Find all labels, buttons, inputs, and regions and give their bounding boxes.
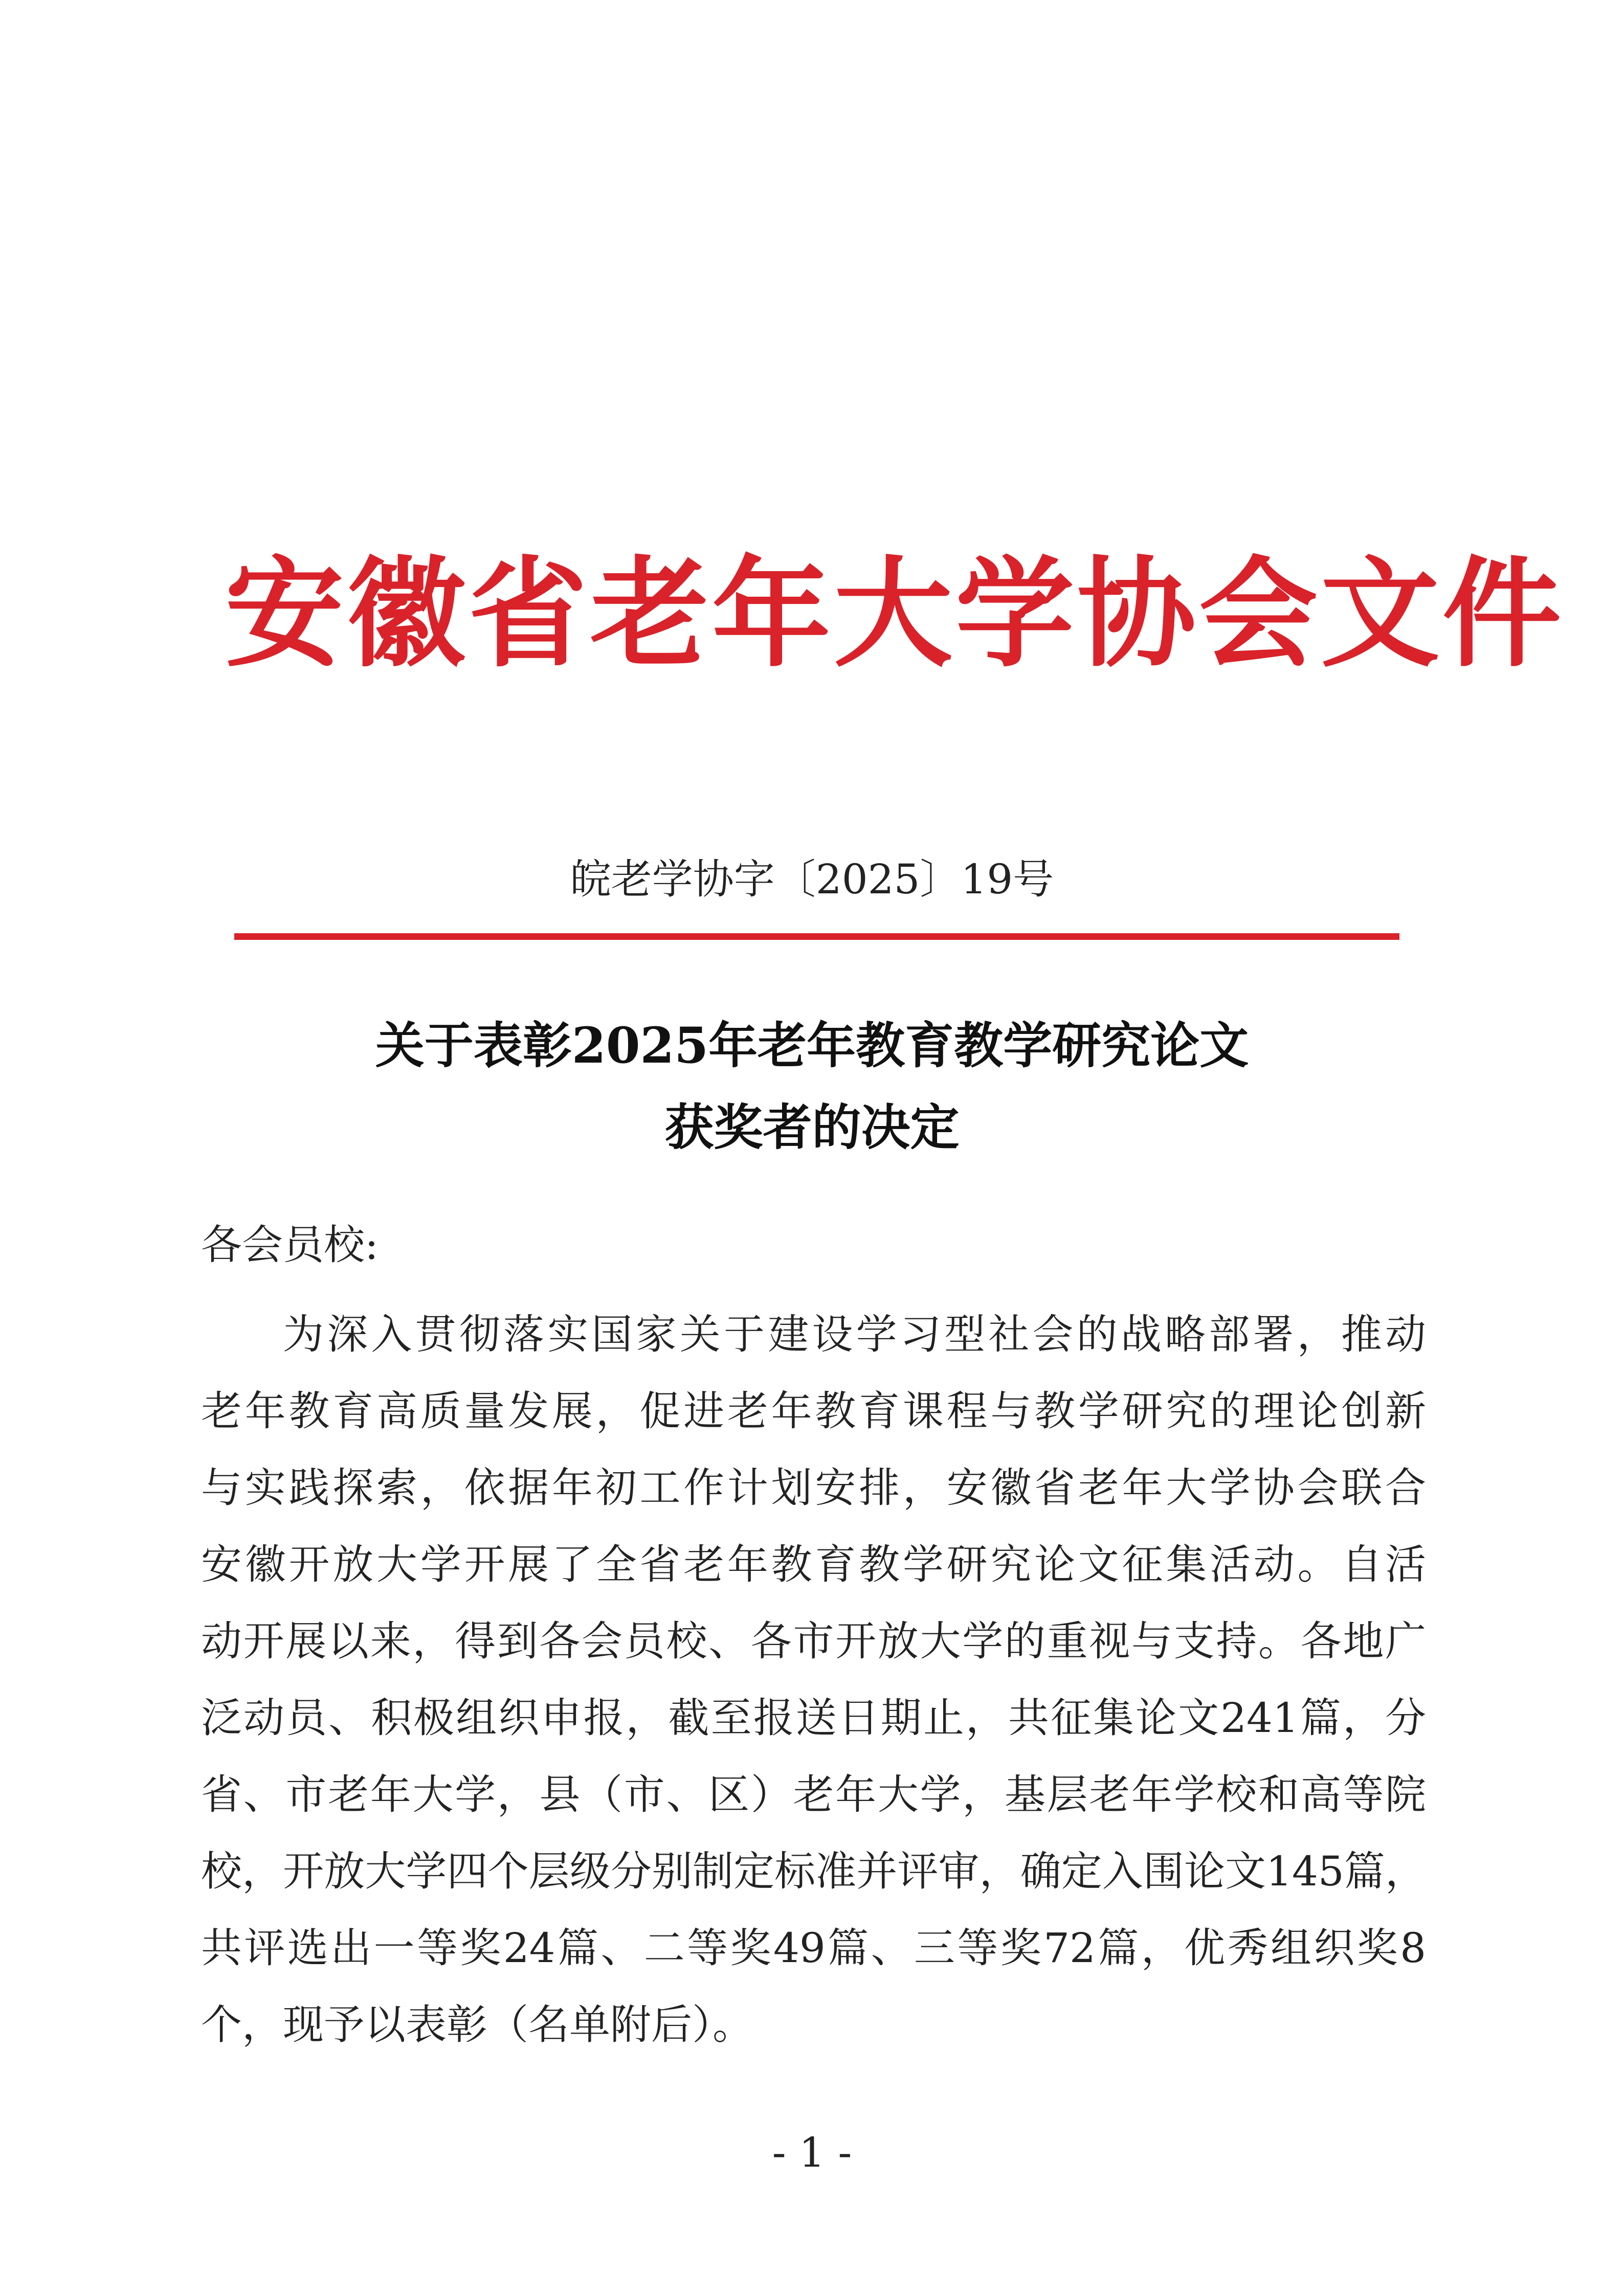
body-line: 个，现予以表彰（名单附后）。 bbox=[201, 2001, 753, 2049]
body-line: 泛动员、积极组织申报，截至报送日期止，共征集论文241篇，分 bbox=[201, 1694, 1426, 1742]
masthead-title: 安徽省老年大学协会文件 bbox=[225, 544, 1565, 683]
document-title-line-2: 获奖者的决定 bbox=[664, 1098, 960, 1156]
document-number: 皖老学协字〔2025〕19号 bbox=[570, 856, 1054, 903]
red-divider bbox=[234, 933, 1399, 940]
salutation: 各会员校: bbox=[201, 1221, 379, 1269]
body-line: 与实践探索，依据年初工作计划安排，安徽省老年大学协会联合 bbox=[201, 1464, 1426, 1512]
document-title bbox=[0, 1005, 1624, 1168]
body-line: 为深入贯彻落实国家关于建设学习型社会的战略部署，推动 bbox=[283, 1311, 1426, 1358]
body-paragraph bbox=[201, 1296, 1426, 2063]
body-line: 共评选出一等奖24篇、二等奖49篇、三等奖72篇，优秀组织奖8 bbox=[201, 1924, 1426, 1972]
page-number: - 1 - bbox=[772, 2129, 852, 2176]
body-line: 校，开放大学四个层级分别制定标准并评审，确定入围论文145篇， bbox=[201, 1848, 1426, 1895]
body-line: 动开展以来，得到各会员校、各市开放大学的重视与支持。各地广 bbox=[201, 1617, 1426, 1665]
document-title-line-1: 关于表彰2025年老年教育教学研究论文 bbox=[375, 1017, 1249, 1074]
body-line: 安徽开放大学开展了全省老年教育教学研究论文征集活动。自活 bbox=[201, 1541, 1426, 1588]
body-line: 老年教育高质量发展，促进老年教育课程与教学研究的理论创新 bbox=[201, 1387, 1426, 1435]
body-line: 省、市老年大学，县（市、区）老年大学，基层老年学校和高等院 bbox=[201, 1771, 1426, 1818]
